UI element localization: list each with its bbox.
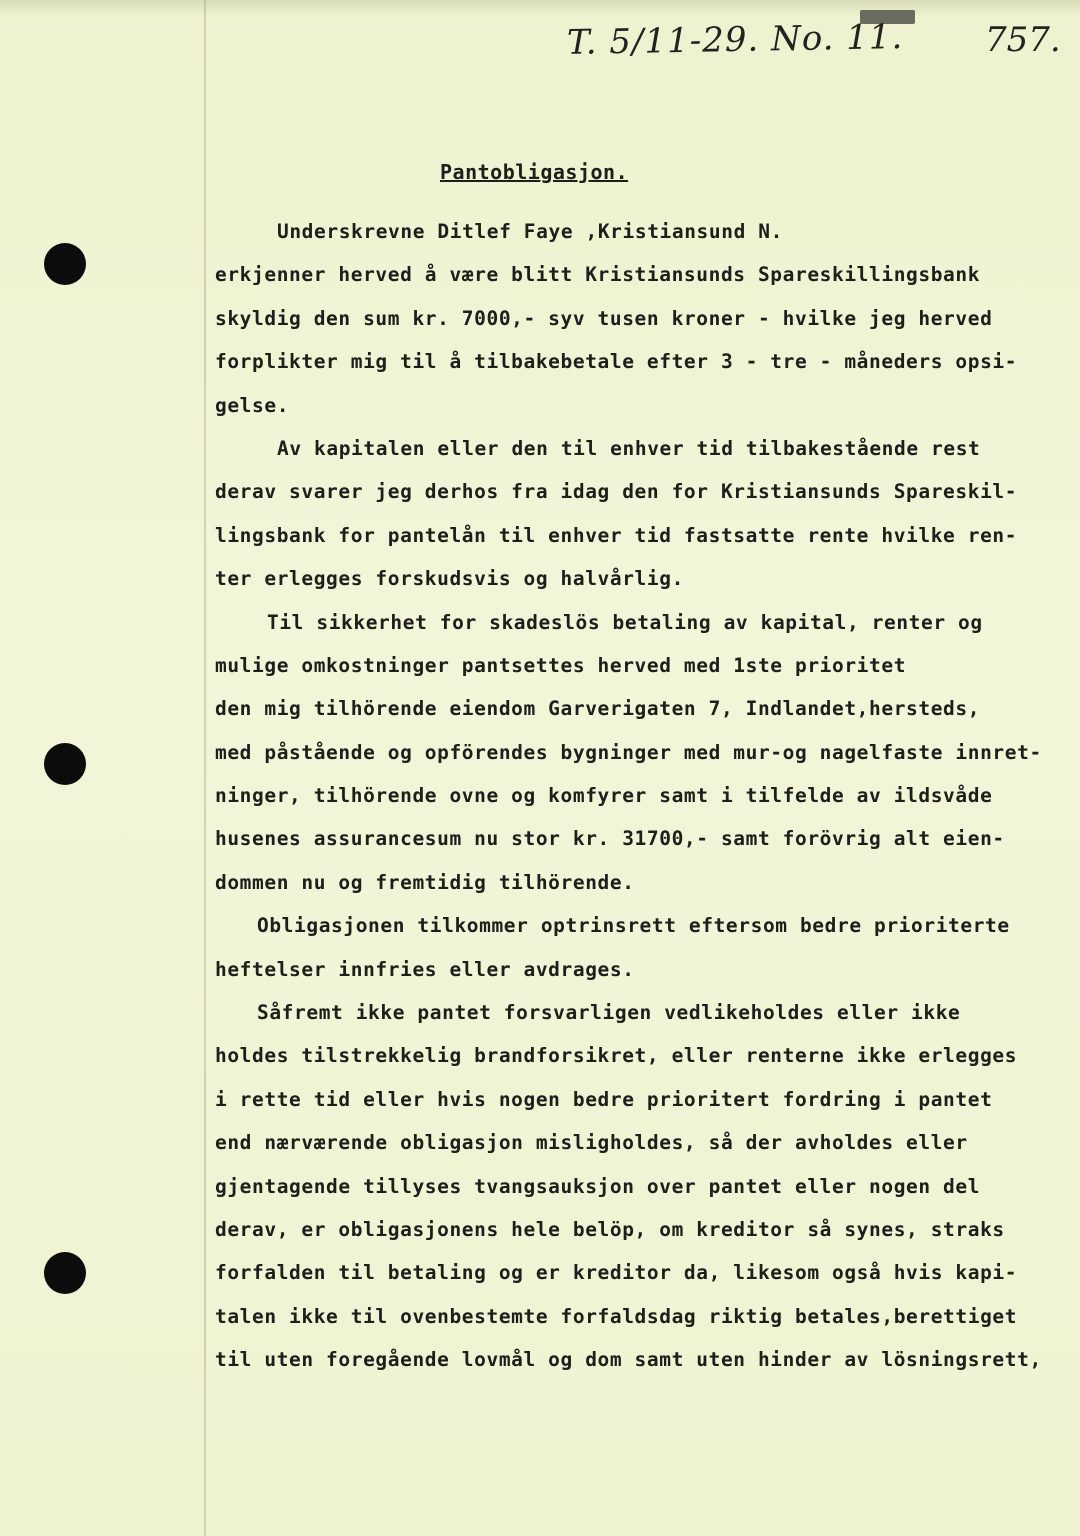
text-line: erkjenner herved å være blitt Kristiansunds Spareskillingsbank: [215, 263, 981, 287]
text-line: derav, er obligasjonens hele belöp, om kreditor så synes, straks: [215, 1217, 1005, 1241]
handwritten-date: T. 5/11-29. No. 11.: [566, 17, 904, 63]
text-line: Såfremt ikke pantet forsvarligen vedlikeholdes eller ikke: [257, 1001, 961, 1025]
text-line: ninger, tilhörende ovne og komfyrer samt i tilfelde av ildsvåde: [215, 784, 993, 808]
text-line: holdes tilstrekkelig brandforsikret, eller renterne ikke erlegges: [215, 1044, 1018, 1068]
text-line: Underskrevne Ditlef Faye ,Kristiansund N.: [277, 220, 783, 243]
text-line: i rette tid eller hvis nogen bedre prioritert fordring i pantet: [215, 1087, 993, 1111]
text-line: mulige omkostninger pantsettes herved med 1ste prioritet: [215, 653, 907, 677]
text-line: til uten foregående lovmål og dom samt uten hinder av lösningsrett,: [215, 1348, 1042, 1372]
text-line: forfalden til betaling og er kreditor da, likesom også hvis kapi-: [215, 1261, 1018, 1285]
text-line: den mig tilhörende eiendom Garverigaten 7, Indlandet,hersteds,: [215, 697, 981, 721]
text-line: Obligasjonen tilkommer optrinsrett eftersom bedre prioriterte: [257, 914, 1010, 938]
punch-hole-top: [44, 243, 86, 285]
text-line: talen ikke til ovenbestemte forfaldsdag riktig betales,berettiget: [215, 1304, 1018, 1328]
text-line: lingsbank for pantelån til enhver tid fastsatte rente hvilke ren-: [215, 523, 1018, 547]
document-body: [215, 210, 1075, 1382]
punch-hole-bottom: [44, 1252, 86, 1294]
text-line: forplikter mig til å tilbakebetale efter 3 - tre - måneders opsi-: [215, 350, 1018, 374]
text-line: med påstående og opförendes bygninger med mur-og nagelfaste innret-: [215, 740, 1042, 764]
text-line: end nærværende obligasjon misligholdes, så der avholdes eller: [215, 1131, 968, 1155]
text-line: dommen nu og fremtidig tilhörende.: [215, 870, 635, 894]
handwritten-page-number: 757.: [985, 20, 1061, 60]
margin-fold-line: [204, 0, 206, 1536]
text-line: Av kapitalen eller den til enhver tid tilbakestående rest: [277, 436, 981, 460]
document-title: Pantobligasjon.: [440, 160, 629, 184]
text-line: Til sikkerhet for skadeslös betaling av kapital, renter og: [267, 610, 983, 634]
text-line: gjentagende tillyses tvangsauksjon over pantet eller nogen del: [215, 1174, 981, 1198]
text-line: skyldig den sum kr. 7000,- syv tusen kroner - hvilke jeg herved: [215, 306, 993, 330]
punch-hole-middle: [44, 743, 86, 785]
text-line: derav svarer jeg derhos fra idag den for Kristiansunds Spareskil-: [215, 480, 1018, 504]
text-line: heftelser innfries eller avdrages.: [215, 957, 635, 981]
text-line: husenes assurancesum nu stor kr. 31700,- samt forövrig alt eien-: [215, 827, 1005, 851]
text-line: gelse.: [215, 393, 290, 417]
page-top-edge: [0, 0, 1080, 16]
text-line: ter erlegges forskudsvis og halvårlig.: [215, 567, 684, 591]
